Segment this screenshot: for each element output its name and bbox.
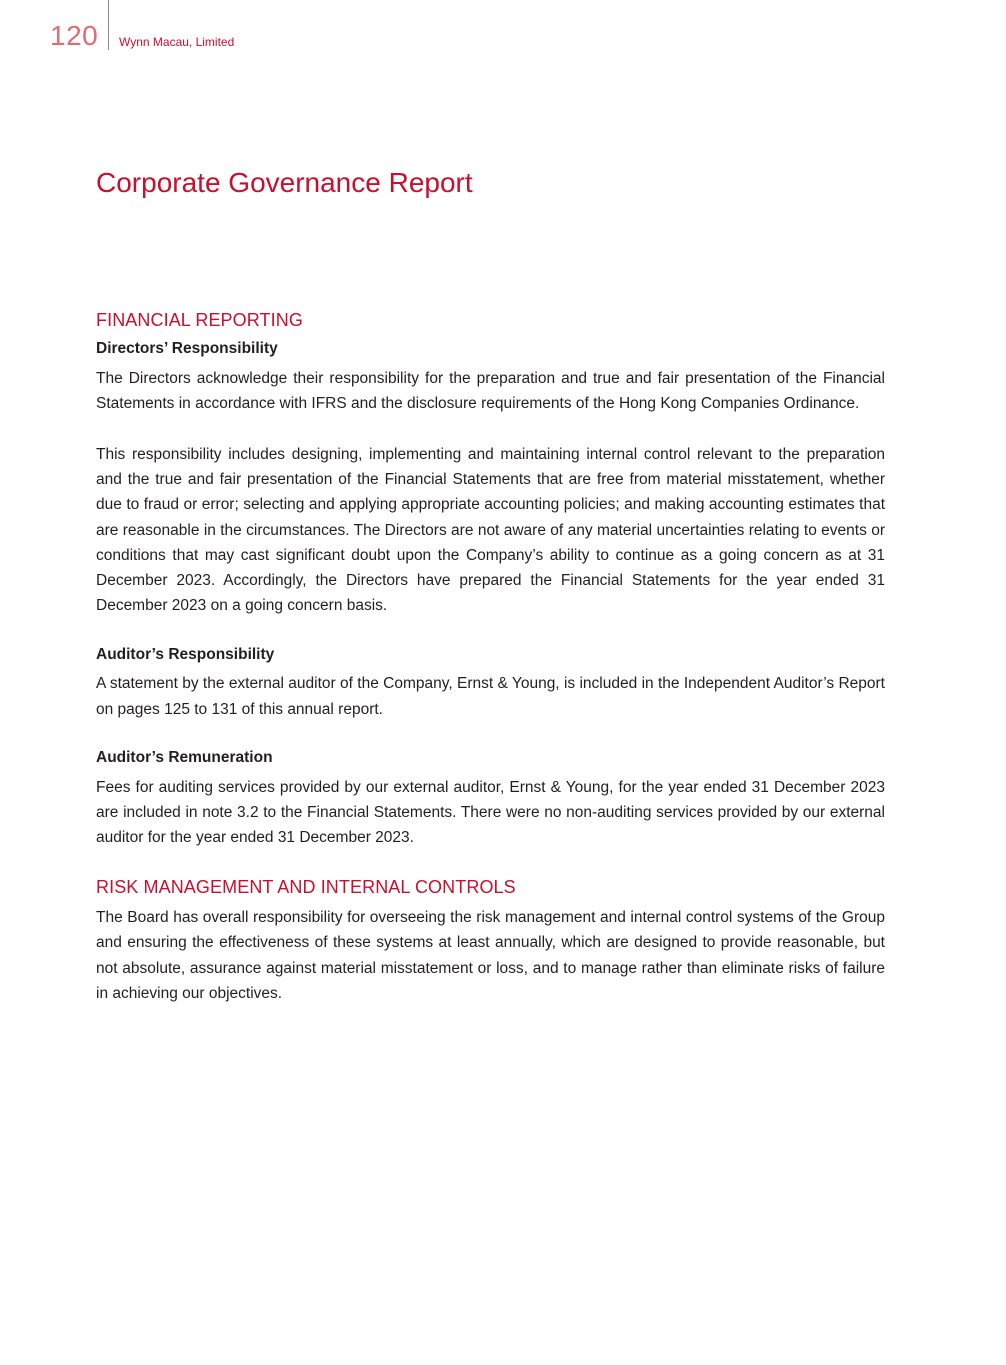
auditor-responsibility-paragraph: A statement by the external auditor of the Company, Ernst & Young, is included in the Independent Auditor’s Report on pages 125 to 131 of this annual report. [96,675,885,718]
directors-responsibility-paragraph-2: This responsibility includes designing, implementing and maintaining internal control relevant to the preparation and the true and fair presentation of the Financial Statements that are free from material misstatement, whether due to fraud or error; selecting and applying appropriate accounting policies; and making accounting estimates that are reasonable in the circumstances. The Directors are not aware of any material uncertainties relating to events or conditions that may cast significant doubt upon the Company’s ability to continue as a going concern as at 31 December 2023. Accordingly, the Directors have prepared the Financial Statements for the year ended 31 December 2023 on a going concern basis. [96,445,885,615]
risk-management-paragraph: The Board has overall responsibility for overseeing the risk management and internal control systems of the Group and ensuring the effectiveness of these systems at least annually, which are designed to provide reasonable, but not absolute, assurance against material misstatement or loss, and to manage rather than eliminate risks of failure in achieving our objectives. [96,909,885,1002]
auditor-remuneration-heading: Auditor’s Remuneration [96,749,273,767]
directors-responsibility-heading: Directors’ Responsibility [96,340,278,358]
auditor-responsibility-heading: Auditor’s Responsibility [96,645,275,663]
directors-responsibility-paragraph-1: The Directors acknowledge their responsibility for the preparation and true and fair presentation of the Financial Statements in accordance with IFRS and the disclosure requirements of the Hong Kong Companies Ordinance. [96,370,885,413]
auditor-remuneration-paragraph: Fees for auditing services provided by our external auditor, Ernst & Young, for the year ended 31 December 2023 are included in note 3.2 to the Financial Statements. There were no non-auditing services provided by our external auditor for the year ended 31 December 2023. [96,778,885,847]
header-divider [108,0,109,50]
company-name: Wynn Macau, Limited [119,35,235,49]
page-number: 120 [50,20,99,51]
report-title: Corporate Governance Report [96,167,473,198]
risk-management-heading: RISK MANAGEMENT AND INTERNAL CONTROLS [96,876,516,897]
financial-reporting-heading: FINANCIAL REPORTING [96,310,303,330]
report-content [96,309,885,1031]
